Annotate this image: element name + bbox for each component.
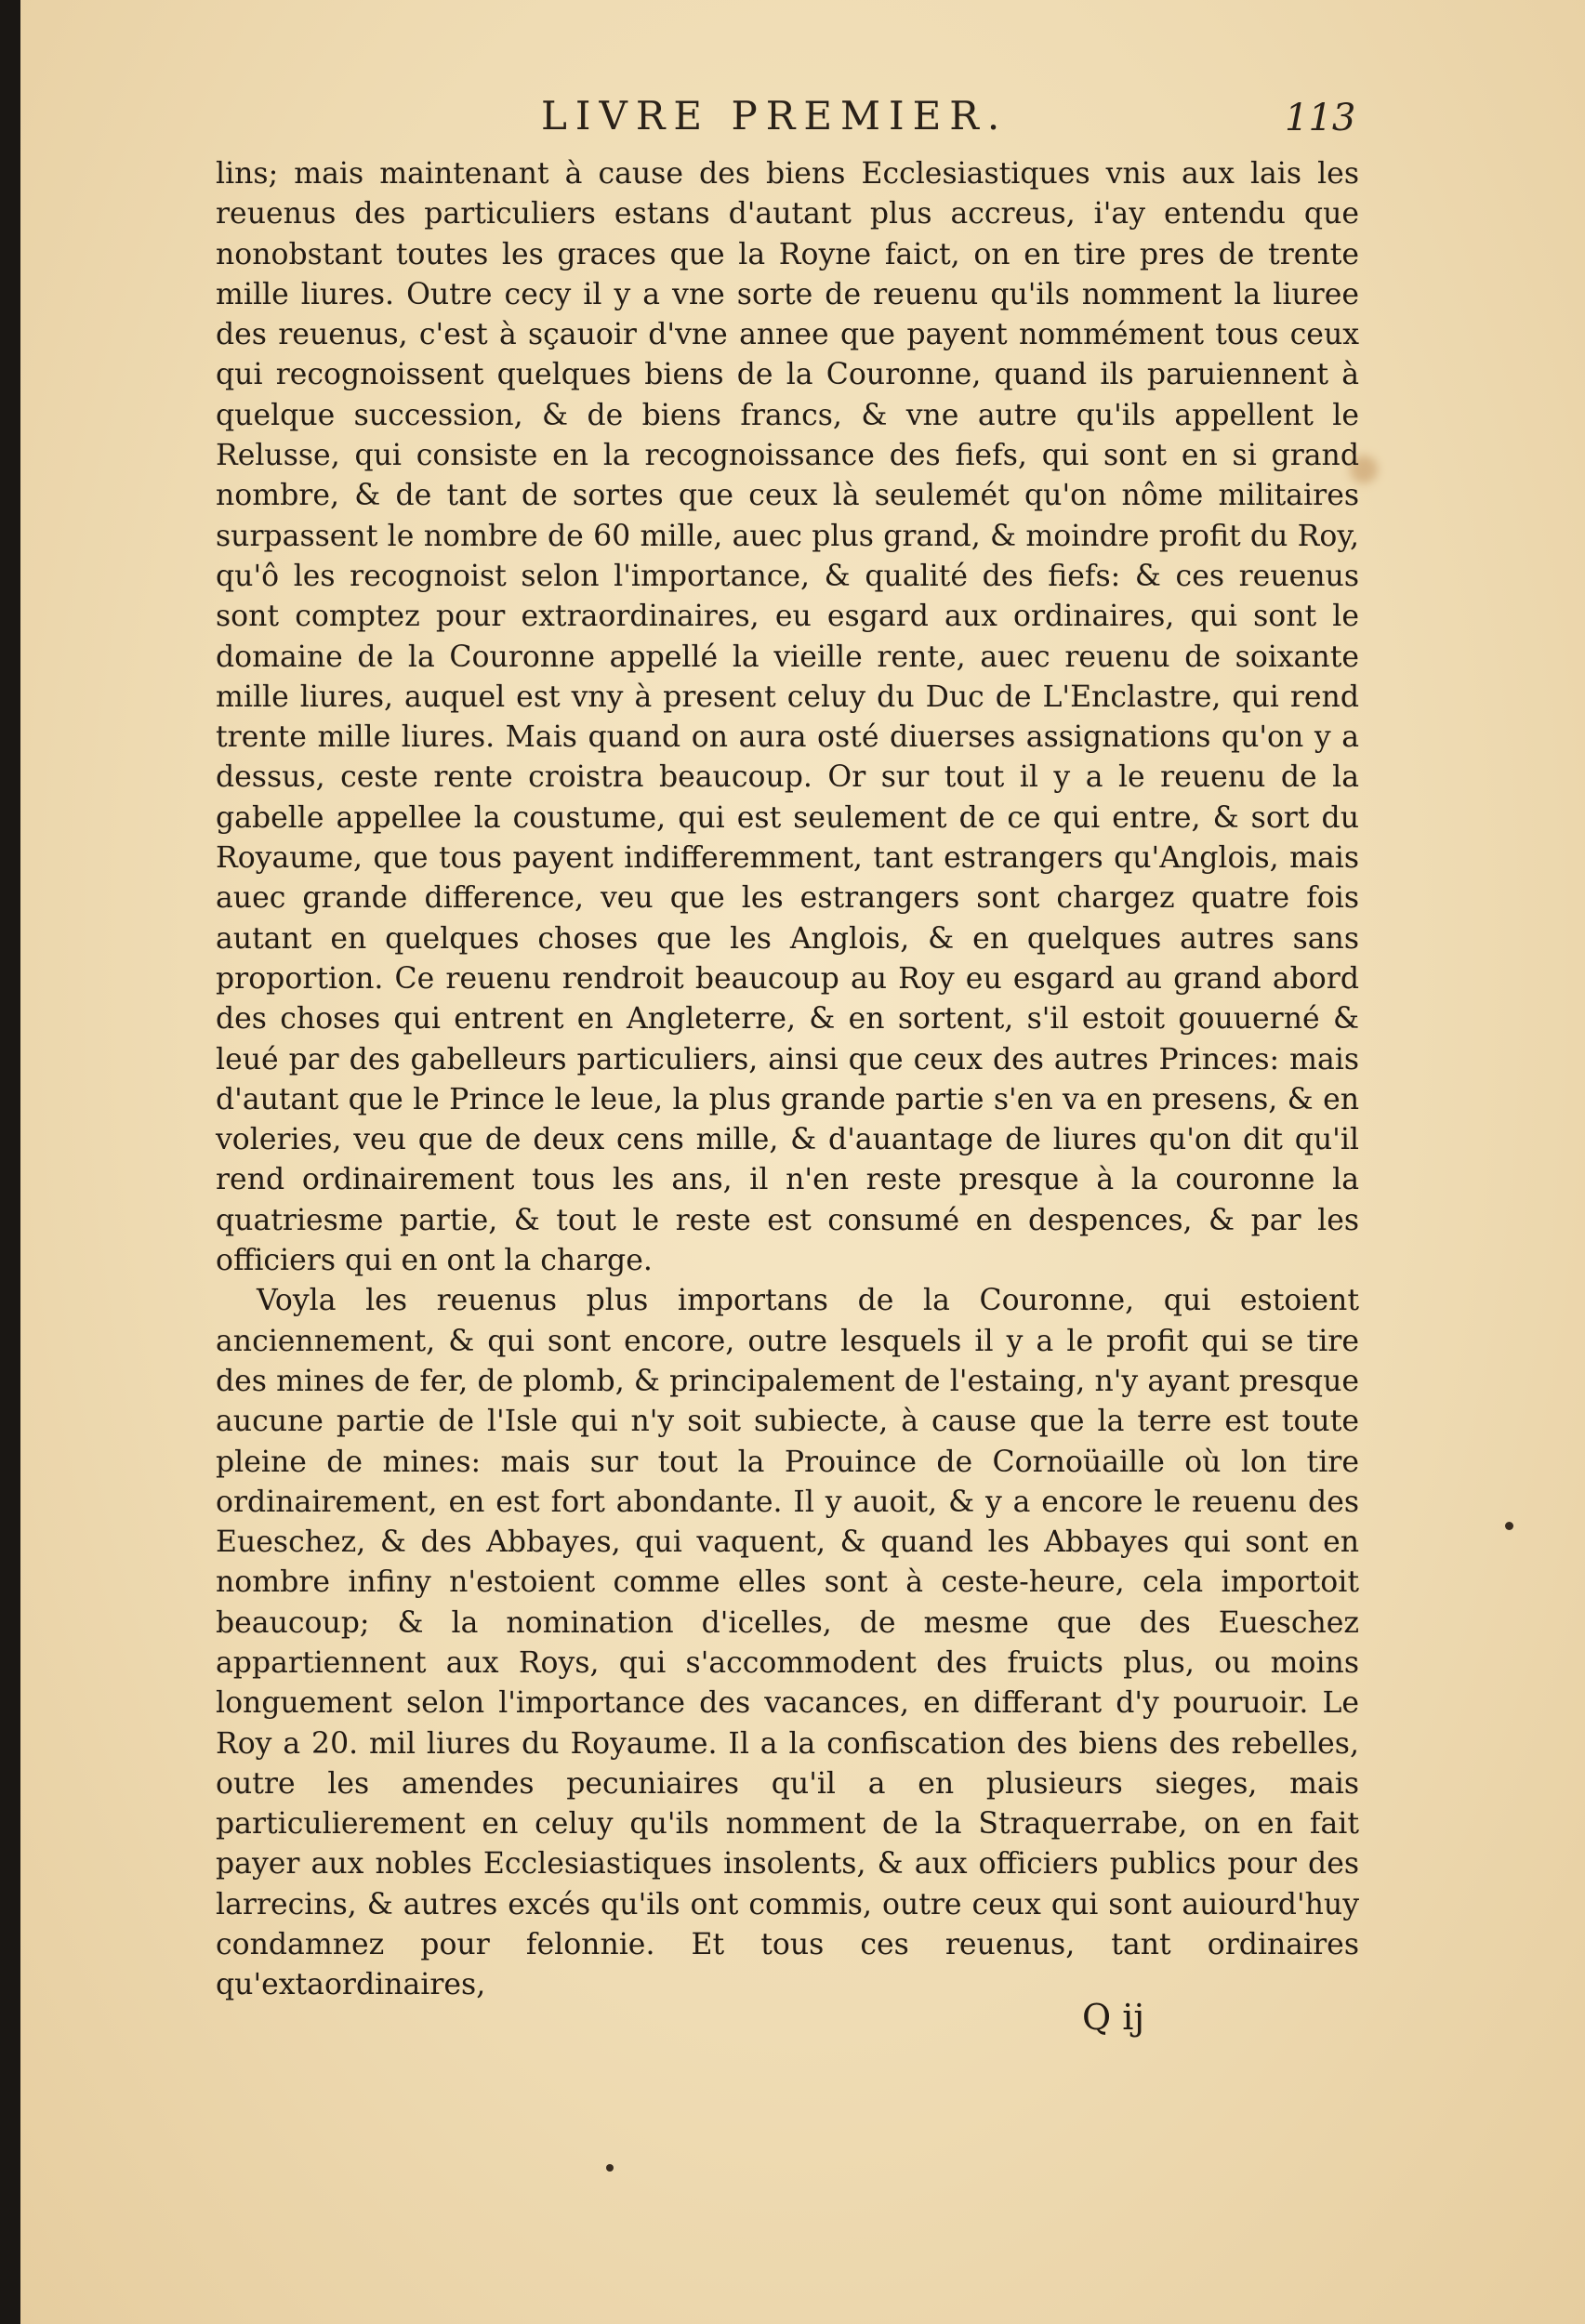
- body-text: [216, 154, 1359, 2006]
- page-header: [20, 93, 1585, 149]
- ink-speck: [1505, 1522, 1513, 1530]
- paragraph: Voyla les reuenus plus importans de la Couronne, qui estoient anciennement, & qui sont encore, outre lesquels il y a le profit qui se tire des mines de fer, de plomb, & principalement de l'estaing, n'y ayant presque aucune partie de l'Isle qui n'y soit subiecte, à cause que la terre est toute pleine de mines: mais sur tout la Prouince de Cornoüaille où lon tire ordinairement, en est fort abondante. Il y auoit, & y a encore le reuenu des Eueschez, & des Abbayes, qui vaquent, & quand les Abbayes qui sont en nombre infiny n'estoient comme elles sont à ceste-heure, cela importoit beaucoup; & la nomination d'icelles, de mesme que des Eueschez appartiennent aux Roys, qui s'accommodent des fruicts plus, ou moins longuement selon l'importance des vacances, en differant d'y pouruoir. Le Roy a 20. mil liures du Royaume. Il a la confiscation des biens des rebelles, outre les amendes pecuniaires qu'il a en plusieurs sieges, mais particulierement en celuy qu'ils nomment de la Straquerrabe, on en fait payer aux nobles Ecclesiastiques insolents, & aux officiers publics pour des larrecins, & autres excés qu'ils ont commis, outre ceux qui sont auiourd'huy condamnez pour felonnie. Et tous ces reuenus, tant ordinaires qu'extaordinaires,: [216, 1284, 1359, 2002]
- page-number: 113: [1285, 97, 1356, 139]
- book-page: [20, 0, 1585, 2324]
- paragraph: lins; mais maintenant à cause des biens Ecclesiastiques vnis aux lais les reuenus des particuliers estans d'autant plus accreus, i'ay entendu que nonobstant toutes les graces que la Royne faict, on en tire pres de trente mille liures. Outre cecy il y a vne sorte de reuenu qu'ils nomment la liuree des reuenus, c'est à sçauoir d'vne annee que payent nommément tous ceux qui recognoissent quelques biens de la Couronne, quand ils paruiennent à quelque succession, & de biens francs, & vne autre qu'ils appellent le Relusse, qui consiste en la recognoissance des fiefs, qui sont en si grand nombre, & de tant de sortes que ceux là seulemét qu'on nôme militaires surpassent le nombre de 60 mille, auec plus grand, & moindre profit du Roy, qu'ô les recognoist selon l'importance, & qualité des fiefs: & ces reuenus sont comptez pour extraordinaires, eu esgard aux ordinaires, qui sont le domaine de la Couronne appellé la vieille rente, auec reuenu de soixante mille liures, auquel est vny à present celuy du Duc de L'Enclastre, qui rend trente mille liures. Mais quand on aura osté diuerses assignations qu'on y a dessus, ceste rente croistra beaucoup. Or sur tout il y a le reuenu de la gabelle appellee la coustume, qui est seulement de ce qui entre, & sort du Royaume, que tous payent indifferemment, tant estrangers qu'Anglois, mais auec grande difference, veu que les estrangers sont chargez quatre fois autant en quelques choses que les Anglois, & en quelques autres sans proportion. Ce reuenu rendroit beaucoup au Roy eu esgard au grand abord des choses qui entrent en Angleterre, & en sortent, s'il estoit gouuerné & leué par des gabelleurs particuliers, ainsi que ceux des autres Princes: mais d'autant que le Prince le leue, la plus grande partie s'en va en presens, & en voleries, veu que de deux cens mille, & d'auantage de liures qu'on dit qu'il rend ordinairement tous les ans, il n'en reste presque à la couronne la quatriesme partie, & tout le reste est consumé en despences, & par les officiers qui en ont la charge.: [216, 157, 1359, 1278]
- running-title: LIVRE PREMIER.: [541, 93, 1009, 139]
- signature-mark: Q ij: [1082, 1997, 1145, 2038]
- ink-speck: [606, 2164, 614, 2172]
